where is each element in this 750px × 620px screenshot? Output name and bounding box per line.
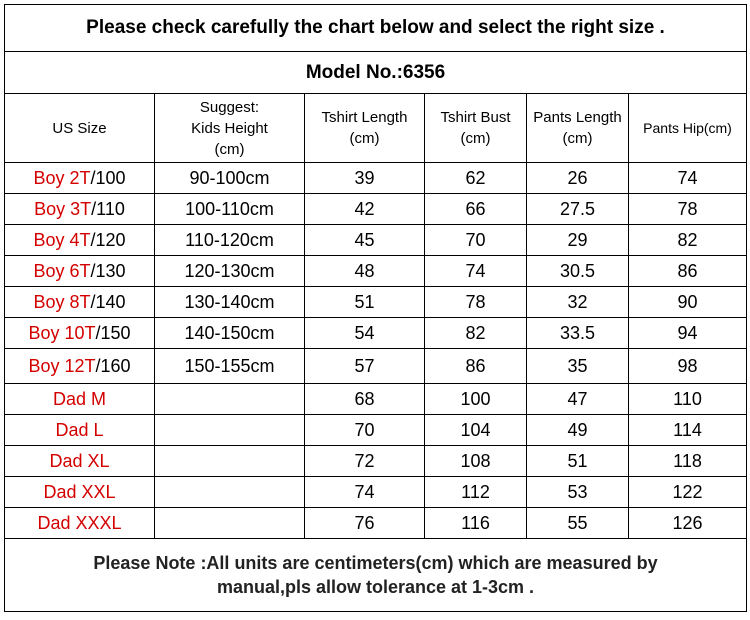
us-size-cell [5, 225, 155, 256]
table-row [5, 446, 747, 477]
note-line1: Please Note :All units are centimeters(cm) which are measured by [93, 553, 658, 573]
pants-length-cell: 27.5 [527, 194, 629, 225]
tshirt-bust-cell: 86 [425, 349, 527, 384]
header-pants-length-line1: Pants Length [533, 109, 622, 126]
us-size-cell [5, 194, 155, 225]
header-pants-hip: Pants Hip(cm) [629, 94, 747, 163]
measurement-note [5, 539, 747, 612]
us-size-cell [5, 349, 155, 384]
pants-length-cell: 32 [527, 287, 629, 318]
us-size-cell [5, 287, 155, 318]
header-pants-length-line2: (cm) [562, 130, 593, 147]
us-size-cell [5, 477, 155, 508]
tshirt-bust-cell: 74 [425, 256, 527, 287]
pants-hip-cell: 114 [629, 415, 747, 446]
size-suffix: /130 [90, 260, 126, 281]
pants-hip-cell: 98 [629, 349, 747, 384]
kids-height-cell: 90-100cm [155, 163, 305, 194]
pants-length-cell: 55 [527, 508, 629, 539]
size-label: Boy 8T [33, 291, 91, 312]
size-label: Boy 12T [28, 355, 96, 376]
header-kids-height-line3: (cm) [214, 140, 245, 158]
table-row [5, 287, 747, 318]
header-kids-height-line2: Kids Height [191, 119, 268, 137]
tshirt-bust-cell: 108 [425, 446, 527, 477]
note-line2: manual,pls allow tolerance at 1-3cm . [216, 577, 535, 597]
header-kids-height-line1: Suggest: [199, 98, 260, 116]
pants-hip-cell: 126 [629, 508, 747, 539]
size-label: Dad XXXL [37, 512, 122, 533]
pants-length-cell: 29 [527, 225, 629, 256]
tshirt-length-cell: 48 [305, 256, 425, 287]
tshirt-bust-cell: 112 [425, 477, 527, 508]
model-number: Model No.:6356 [5, 52, 747, 94]
size-chart [4, 4, 746, 616]
header-tshirt-bust [425, 94, 527, 163]
size-suffix: /120 [90, 229, 126, 250]
size-label: Boy 3T [34, 198, 92, 219]
size-suffix: /100 [90, 167, 126, 188]
header-tshirt-length [305, 94, 425, 163]
us-size-cell [5, 446, 155, 477]
pants-hip-cell: 90 [629, 287, 747, 318]
tshirt-bust-cell: 82 [425, 318, 527, 349]
kids-height-cell: 140-150cm [155, 318, 305, 349]
pants-length-cell: 35 [527, 349, 629, 384]
header-tshirt-bust-line2: (cm) [460, 130, 491, 147]
tshirt-length-cell: 54 [305, 318, 425, 349]
pants-length-cell: 49 [527, 415, 629, 446]
table-row [5, 349, 747, 384]
size-suffix: /160 [95, 355, 131, 376]
us-size-cell [5, 318, 155, 349]
size-label: Dad XL [49, 450, 110, 471]
table-row [5, 415, 747, 446]
tshirt-bust-cell: 70 [425, 225, 527, 256]
us-size-cell [5, 508, 155, 539]
kids-height-cell [155, 415, 305, 446]
table-row [5, 318, 747, 349]
header-tshirt-length-line2: (cm) [349, 130, 380, 147]
pants-length-cell: 30.5 [527, 256, 629, 287]
tshirt-bust-cell: 104 [425, 415, 527, 446]
pants-hip-cell: 82 [629, 225, 747, 256]
us-size-cell [5, 384, 155, 415]
size-label: Boy 4T [33, 229, 91, 250]
header-tshirt-length-line1: Tshirt Length [321, 109, 408, 126]
tshirt-bust-cell: 78 [425, 287, 527, 318]
table-row [5, 477, 747, 508]
size-suffix: /140 [90, 291, 126, 312]
size-label: Boy 10T [28, 322, 96, 343]
kids-height-cell [155, 477, 305, 508]
table-row [5, 194, 747, 225]
kids-height-cell [155, 446, 305, 477]
tshirt-length-cell: 72 [305, 446, 425, 477]
us-size-cell [5, 163, 155, 194]
size-label: Boy 2T [33, 167, 91, 188]
size-table [4, 4, 747, 612]
pants-hip-cell: 78 [629, 194, 747, 225]
size-label: Dad XXL [43, 481, 116, 502]
pants-hip-cell: 110 [629, 384, 747, 415]
tshirt-length-cell: 57 [305, 349, 425, 384]
tshirt-length-cell: 76 [305, 508, 425, 539]
header-kids-height [155, 94, 305, 163]
tshirt-length-cell: 39 [305, 163, 425, 194]
kids-height-cell: 110-120cm [155, 225, 305, 256]
pants-length-cell: 26 [527, 163, 629, 194]
tshirt-bust-cell: 100 [425, 384, 527, 415]
kids-height-cell [155, 384, 305, 415]
table-row [5, 384, 747, 415]
us-size-cell [5, 256, 155, 287]
table-row [5, 225, 747, 256]
tshirt-bust-cell: 116 [425, 508, 527, 539]
kids-height-cell [155, 508, 305, 539]
header-tshirt-bust-line1: Tshirt Bust [440, 109, 511, 126]
header-us-size: US Size [5, 94, 155, 163]
kids-height-cell: 130-140cm [155, 287, 305, 318]
tshirt-bust-cell: 62 [425, 163, 527, 194]
table-row [5, 163, 747, 194]
size-label: Dad M [52, 388, 106, 409]
pants-hip-cell: 74 [629, 163, 747, 194]
pants-length-cell: 47 [527, 384, 629, 415]
table-row [5, 508, 747, 539]
header-pants-length [527, 94, 629, 163]
size-label: Boy 6T [33, 260, 91, 281]
us-size-cell [5, 415, 155, 446]
tshirt-bust-cell: 66 [425, 194, 527, 225]
kids-height-cell: 100-110cm [155, 194, 305, 225]
size-suffix: /110 [91, 198, 125, 219]
pants-length-cell: 51 [527, 446, 629, 477]
tshirt-length-cell: 45 [305, 225, 425, 256]
pants-hip-cell: 94 [629, 318, 747, 349]
pants-length-cell: 53 [527, 477, 629, 508]
pants-hip-cell: 122 [629, 477, 747, 508]
tshirt-length-cell: 74 [305, 477, 425, 508]
size-label: Dad L [55, 419, 104, 440]
size-suffix: /150 [95, 322, 131, 343]
pants-hip-cell: 118 [629, 446, 747, 477]
chart-title: Please check carefully the chart below and select the right size . [5, 5, 747, 52]
table-row [5, 256, 747, 287]
pants-length-cell: 33.5 [527, 318, 629, 349]
tshirt-length-cell: 68 [305, 384, 425, 415]
kids-height-cell: 150-155cm [155, 349, 305, 384]
tshirt-length-cell: 70 [305, 415, 425, 446]
pants-hip-cell: 86 [629, 256, 747, 287]
header-row [5, 94, 747, 163]
tshirt-length-cell: 51 [305, 287, 425, 318]
tshirt-length-cell: 42 [305, 194, 425, 225]
kids-height-cell: 120-130cm [155, 256, 305, 287]
